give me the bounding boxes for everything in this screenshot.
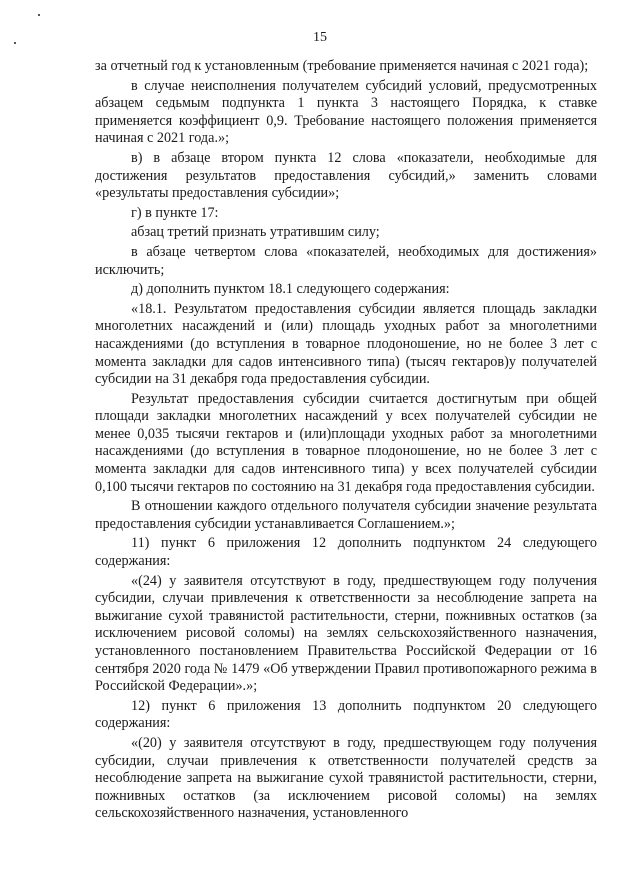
paragraph: «18.1. Результатом предоставления субсидии является площадь закладки многолетних насаждений и (или) площадь уходных работ за многолетними насаждениями (до вступления в товарное плодоношение, но не более 3 лет с момента закладки для садов интенсивного типа) (тысяч гектаров)у получателей субсидии на 31 декабря года предоставления субсидии. — [95, 300, 597, 388]
paragraph: «(24) у заявителя отсутствуют в году, предшествующем году получения субсидии, случаи привлечения к ответственности за несоблюдение запрета на выжигание сухой травянистой растительности, стерни, пожнивных остатков (за исключением рисовой соломы) на землях сельскохозяйственного назначения, установленного постановлением Правительства Российской Федерации от 16 сентября 2020 года № 1479 «Об утверждении Правил противопожарного режима в Российской Федерации».»; — [95, 572, 597, 695]
paragraph: в случае неисполнения получателем субсидий условий, предусмотренных абзацем седьмым подпункта 1 пункта 3 настоящего Порядка, к ставке применяется коэффициент 0,9. Требование настоящего положения применяется начиная с 2021 года.»; — [95, 77, 597, 147]
paragraph: д) дополнить пунктом 18.1 следующего содержания: — [131, 281, 450, 298]
paragraph: за отчетный год к установленным (требование применяется начиная с 2021 года); — [95, 58, 589, 74]
scan-mark — [38, 14, 40, 16]
paragraph: в) в абзаце втором пункта 12 слова «показатели, необходимые для достижения результатов предоставления субсидий,» заменить словами «результаты предоставления субсидии»; — [95, 149, 597, 202]
paragraph: в абзаце четвертом слова «показателей, необходимых для достижения» исключить; — [95, 243, 597, 278]
paragraph: В отношении каждого отдельного получателя субсидии значение результата предоставления субсидии устанавливается Соглашением.»; — [95, 498, 597, 532]
paragraph: абзац третий признать утратившим силу; — [131, 224, 380, 241]
page-number: 15 — [313, 30, 327, 45]
paragraph: Результат предоставления субсидии считается достигнутым при общей площади закладки многолетних насаждений у всех получателей субсидии не менее 0,035 тысячи гектаров и (или)площади уходных работ за многолетними насаждениями (до вступления в товарное плодоношение, но не более 3 лет с момента закладки для садов интенсивного типа) у всех получателей субсидии 0,100 тысячи гектаров по состоянию на 31 декабря года предоставления субсидии. — [95, 390, 597, 495]
document-body — [95, 58, 597, 825]
paragraph: 12) пункт 6 приложения 13 дополнить подпунктом 20 следующего содержания: — [95, 697, 597, 732]
paragraph: г) в пункте 17: — [131, 204, 219, 221]
paragraph: «(20) у заявителя отсутствуют в году, предшествующем году получения субсидии, случаи привлечения к ответственности получателей средств за несоблюдение запрета на выжигание сухой травянистой растительности, стерни, пожнивных остатков (за исключением рисовой соломы) на землях сельскохозяйственного назначения, установленного — [95, 734, 597, 822]
paragraph: 11) пункт 6 приложения 12 дополнить подпунктом 24 следующего содержания: — [95, 535, 597, 570]
